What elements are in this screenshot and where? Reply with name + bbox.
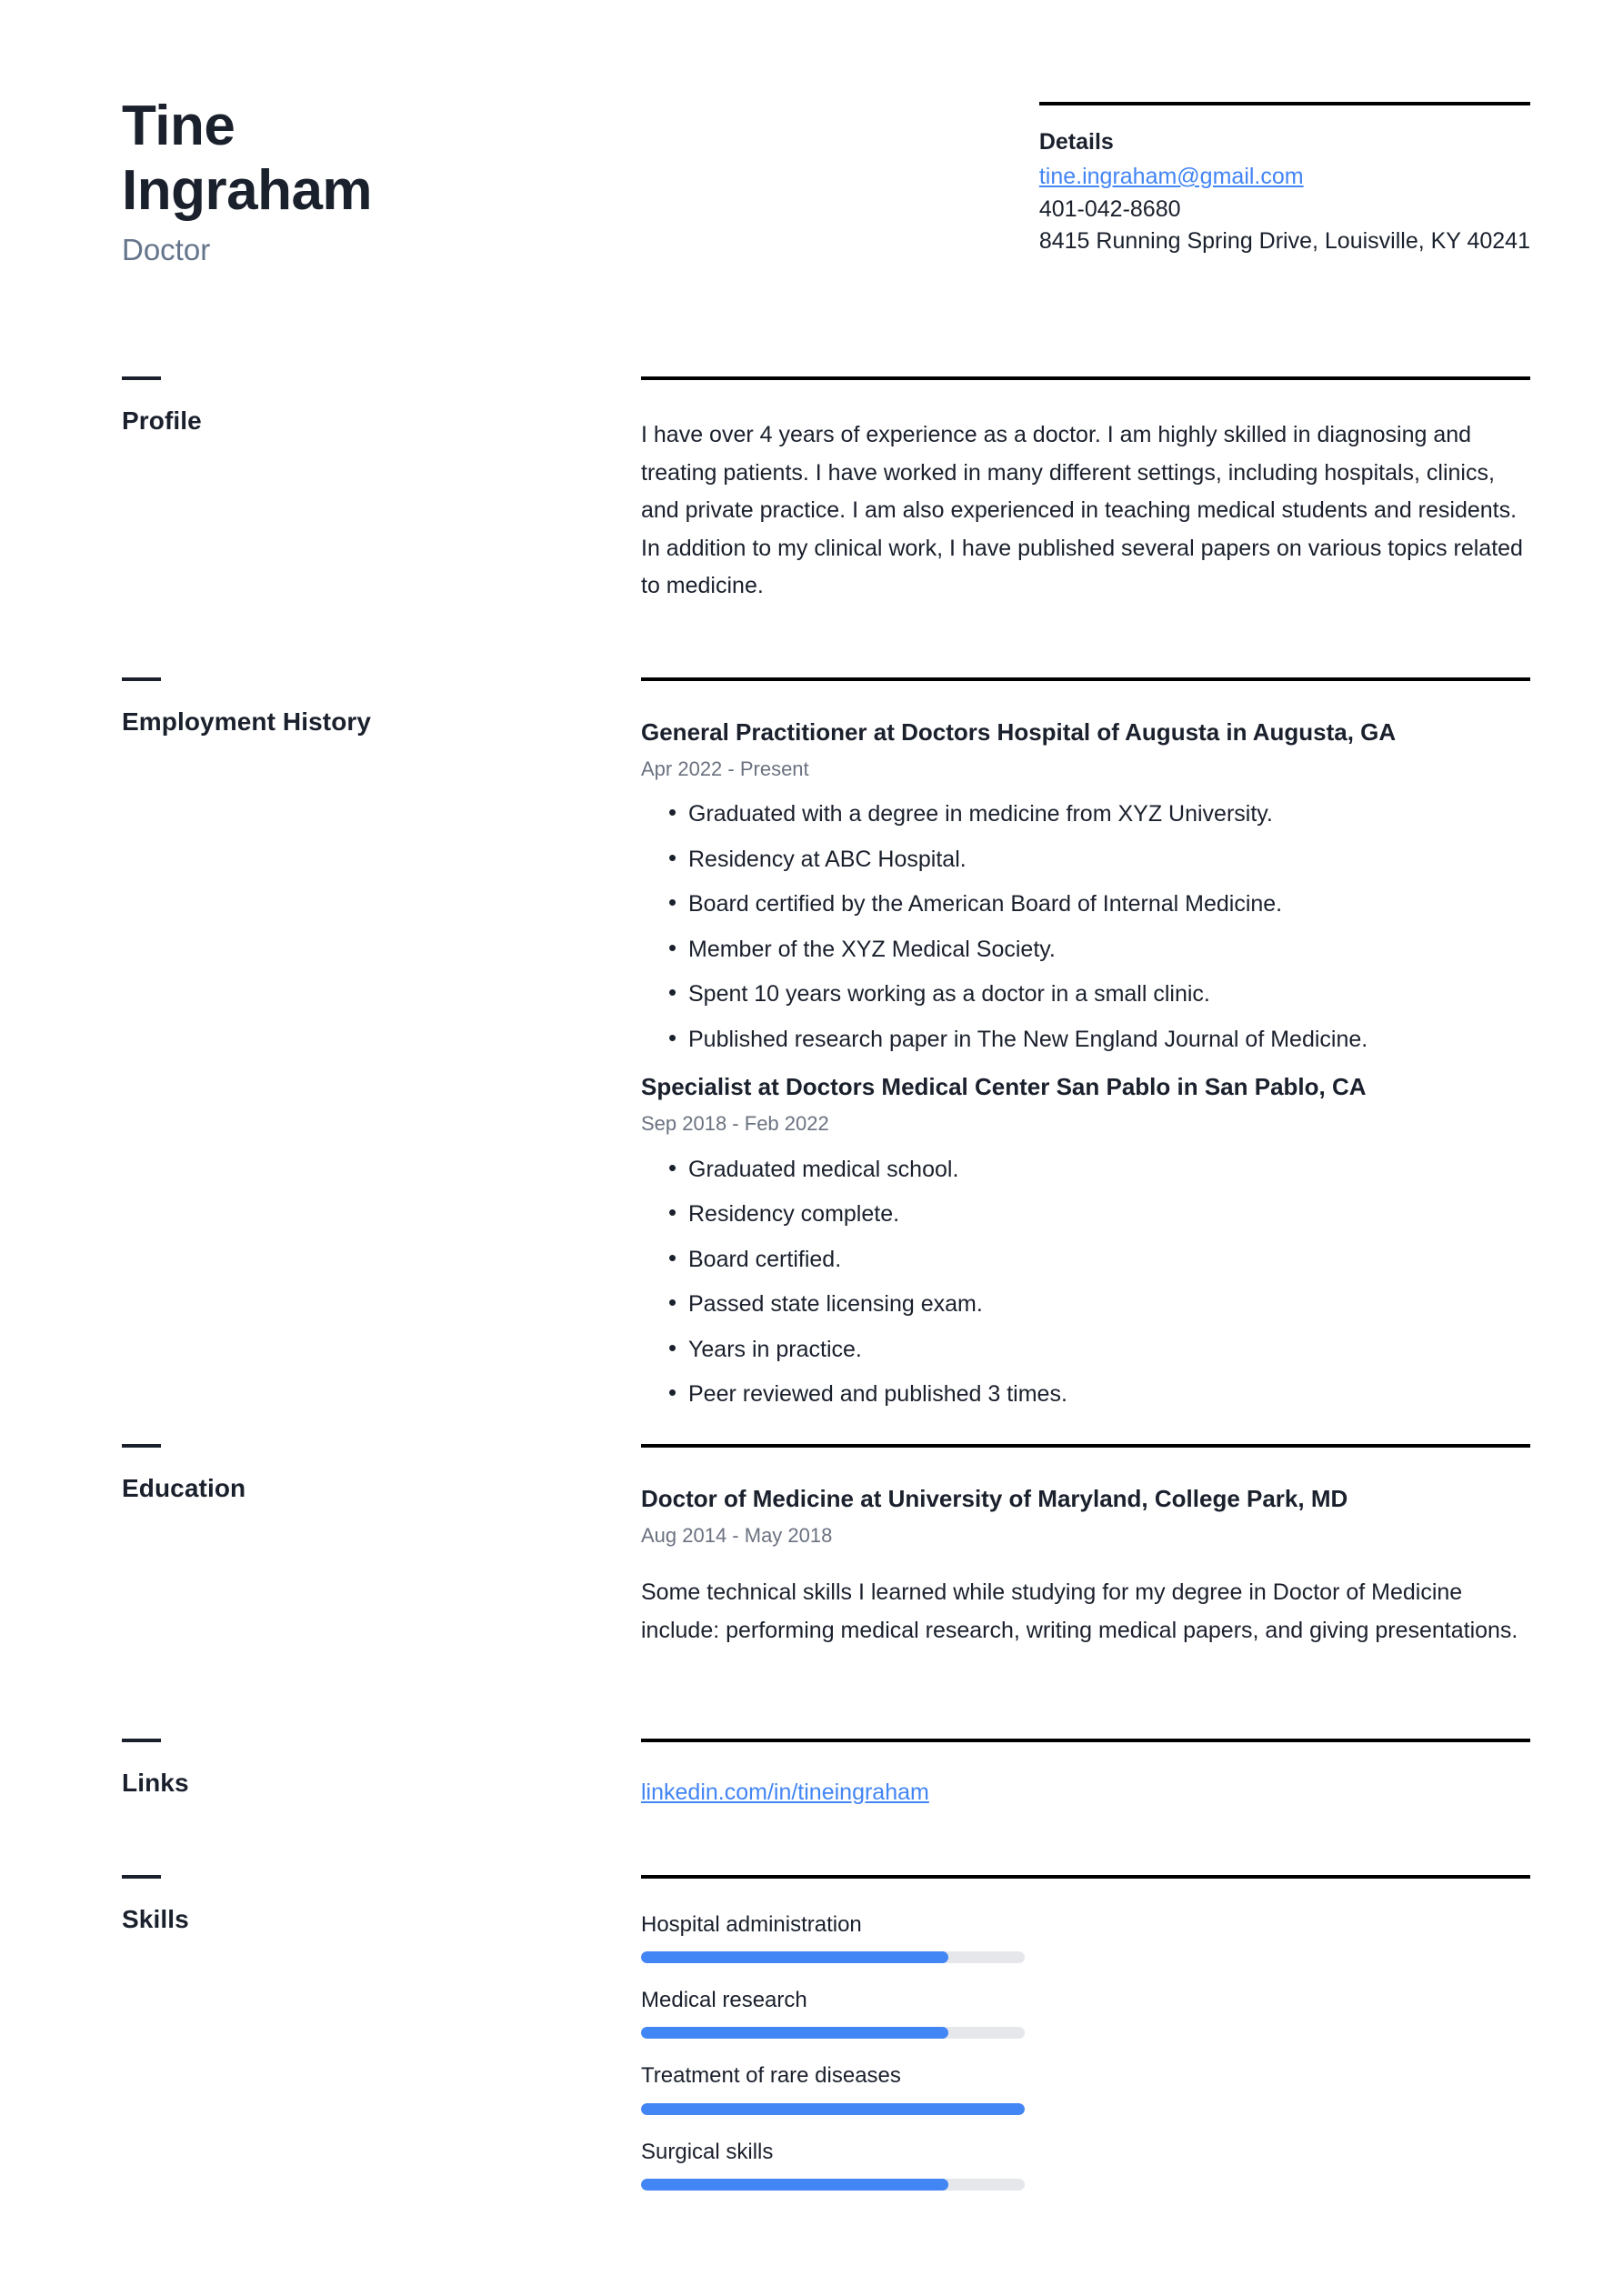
phone-text: 401-042-8680 <box>1038 196 1181 222</box>
employment-entry <box>641 1072 1530 1406</box>
link-row <box>641 1777 1530 1810</box>
profile-content <box>641 376 1530 606</box>
linkedin-link[interactable]: linkedin.com/in/tineingraham <box>641 1780 929 1805</box>
list-item: • Board certified by the American Board of Internal Medicine. <box>641 892 1530 917</box>
skill-progress-fill <box>641 2103 1025 2115</box>
skill-row <box>641 1986 1530 2039</box>
employment-entry <box>641 717 1530 1051</box>
section-rule <box>641 1444 1530 1448</box>
email-row <box>1039 161 1530 194</box>
address-text: 8415 Running Spring Drive, Louisville, KY 40241 <box>1038 228 1530 254</box>
skill-progress-track <box>641 1951 1025 1963</box>
education-section <box>0 1444 1623 1649</box>
section-rule <box>641 376 1530 380</box>
skill-progress-track <box>641 2027 1025 2039</box>
details-block <box>1039 95 1530 268</box>
employment-content <box>641 677 1530 1428</box>
list-item: • Residency at ABC Hospital. <box>641 847 1530 872</box>
list-item: • Spent 10 years working as a doctor in a small clinic. <box>641 982 1530 1007</box>
list-item: • Graduated with a degree in medicine from XYZ University. <box>641 802 1530 827</box>
section-rule <box>1039 102 1530 105</box>
employment-entry-title: General Practitioner at Doctors Hospital of Augusta in Augusta, GA <box>641 718 1397 746</box>
profile-section <box>0 376 1623 606</box>
section-rule <box>641 1875 1530 1879</box>
section-dash-icon <box>122 1444 161 1448</box>
job-title: Doctor <box>122 233 211 267</box>
skill-name: Hospital administration <box>641 1912 862 1937</box>
header-section <box>0 0 1623 268</box>
education-entry <box>641 1484 1530 1649</box>
skill-row <box>641 1910 1530 1963</box>
page-title <box>122 95 604 223</box>
last-name: Ingraham <box>122 158 373 222</box>
skill-row <box>641 2138 1530 2191</box>
skills-label: Skills <box>122 1905 189 1933</box>
profile-label-col <box>122 376 640 606</box>
profile-text: I have over 4 years of experience as a doctor. I am highly skilled in diagnosing and treating patients. I have worked in many different settings, including hospitals, clinics, and private practice. I am also experienced in teaching medical students and residents. In addition to my clinical work, I have published several papers on various topics related to medicine. <box>641 422 1523 598</box>
education-content <box>641 1444 1530 1649</box>
profile-label: Profile <box>122 406 202 435</box>
skill-name: Surgical skills <box>641 2139 774 2164</box>
section-rule <box>641 677 1530 681</box>
list-item: • Published research paper in The New England Journal of Medicine. <box>641 1028 1530 1052</box>
list-item: • Board certified. <box>641 1248 1530 1272</box>
employment-entry-bullets <box>641 802 1530 1051</box>
section-dash-icon <box>122 376 161 380</box>
employment-label-col <box>122 677 640 1428</box>
employment-section <box>0 677 1623 1428</box>
skills-section <box>0 1875 1623 2213</box>
details-heading: Details <box>1038 129 1114 155</box>
list-item: • Passed state licensing exam. <box>641 1292 1530 1317</box>
education-entry-description: Some technical skills I learned while studying for my degree in Doctor of Medicine include: performing medical research, writing medical papers, and giving presentations. <box>641 1579 1518 1643</box>
skill-name: Treatment of rare diseases <box>641 2063 901 2089</box>
section-dash-icon <box>122 1875 161 1879</box>
skill-name: Medical research <box>641 1988 807 2013</box>
list-item: • Residency complete. <box>641 1202 1530 1227</box>
skill-row <box>641 2061 1530 2114</box>
list-item: • Years in practice. <box>641 1338 1530 1362</box>
employment-entry-title: Specialist at Doctors Medical Center San Pablo in San Pablo, CA <box>641 1073 1367 1101</box>
employment-entry-bullets <box>641 1158 1530 1407</box>
list-item: • Member of the XYZ Medical Society. <box>641 937 1530 962</box>
employment-label: Employment History <box>122 707 372 736</box>
links-label: Links <box>122 1769 189 1797</box>
links-section <box>0 1739 1623 1810</box>
section-dash-icon <box>122 1739 161 1742</box>
education-entry-title: Doctor of Medicine at University of Maryland, College Park, MD <box>641 1485 1348 1512</box>
skills-list <box>641 1910 1530 2191</box>
links-content <box>641 1739 1530 1810</box>
skill-progress-track <box>641 2103 1025 2115</box>
skill-progress-track <box>641 2179 1025 2191</box>
skills-content <box>641 1875 1530 2213</box>
employment-entry-date: Apr 2022 - Present <box>641 757 809 780</box>
name-block <box>122 95 640 268</box>
skill-progress-fill <box>641 1951 948 1963</box>
list-item: • Peer reviewed and published 3 times. <box>641 1382 1530 1407</box>
skill-progress-fill <box>641 2179 948 2191</box>
list-item: • Graduated medical school. <box>641 1158 1530 1182</box>
email-link[interactable]: tine.ingraham@gmail.com <box>1038 164 1304 189</box>
education-label-col <box>122 1444 640 1649</box>
employment-entry-date: Sep 2018 - Feb 2022 <box>641 1112 829 1136</box>
links-label-col <box>122 1739 640 1810</box>
education-entry-date: Aug 2014 - May 2018 <box>641 1523 833 1547</box>
section-dash-icon <box>122 677 161 681</box>
skills-label-col <box>122 1875 640 2213</box>
section-rule <box>641 1739 1530 1742</box>
skill-progress-fill <box>641 2027 948 2039</box>
education-label: Education <box>122 1474 246 1502</box>
first-name: Tine <box>122 95 235 157</box>
